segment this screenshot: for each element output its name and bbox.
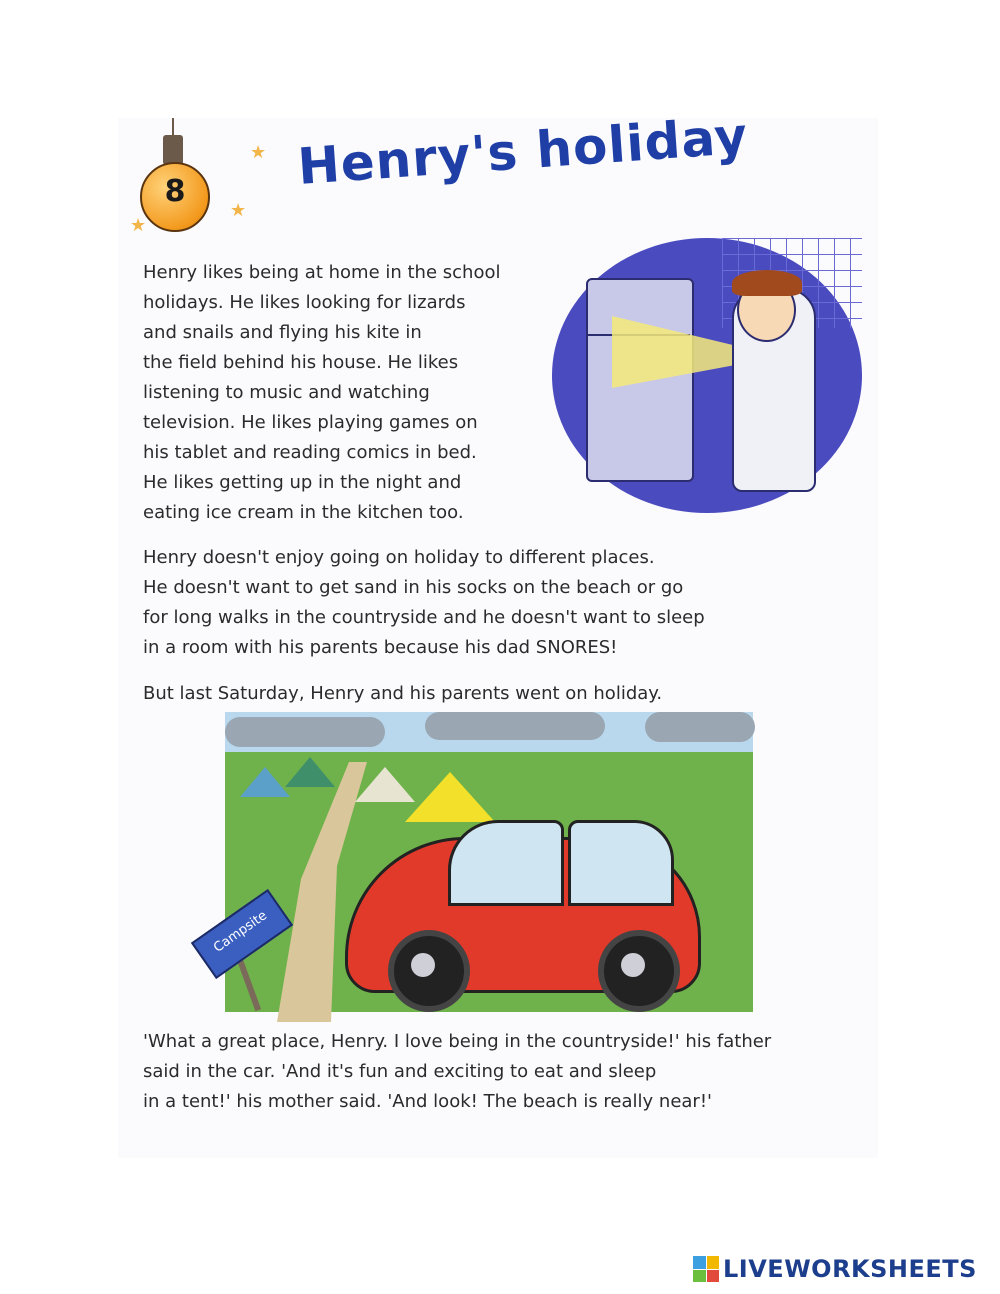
lesson-number: 8	[164, 174, 186, 209]
paragraph-4: 'What a great place, Henry. I love being in the countryside!' his father said in the car. 'And it's fun and exciting to eat and sleep in a tent!' his mother said. 'And look! The beach is really near!'	[143, 1031, 772, 1112]
car-wheel	[388, 930, 470, 1012]
brand-icon	[693, 1256, 719, 1282]
paragraph-3: But last Saturday, Henry and his parents went on holiday.	[143, 683, 663, 704]
cloud	[645, 712, 755, 742]
paragraph-1: Henry likes being at home in the school holidays. He likes looking for lizards and snails and flying his kite in the field behind his house. He likes listening to music and watching television. He likes playing games on his tablet and reading comics in bed. He likes getting up in the night and eating ice cream in the kitchen too.	[143, 262, 501, 523]
cloud	[225, 717, 385, 747]
paragraph-2: Henry doesn't enjoy going on holiday to different places. He doesn't want to get sand in his socks on the beach or go for long walks in the countryside and he doesn't want to sleep in a room with his parents because his dad SNORES!	[143, 547, 705, 658]
lesson-number-badge	[140, 162, 210, 232]
car-window	[568, 820, 674, 906]
brand-name: LIVEWORKSHEETS	[723, 1255, 977, 1283]
cloud	[425, 712, 605, 740]
campsite-illustration	[211, 712, 753, 1012]
star-icon: ★	[130, 215, 147, 236]
car-wheel	[598, 930, 680, 1012]
car-window	[448, 820, 564, 906]
kitchen-illustration	[552, 238, 862, 513]
star-icon: ★	[250, 142, 267, 163]
boy-hair	[732, 270, 802, 296]
campsite-sign: Campsite	[191, 889, 293, 979]
red-car	[345, 837, 701, 993]
page-title: Henry's holiday	[295, 106, 750, 196]
liveworksheets-logo	[693, 1256, 977, 1282]
bulb-cap	[163, 135, 183, 165]
star-icon: ★	[230, 200, 247, 221]
